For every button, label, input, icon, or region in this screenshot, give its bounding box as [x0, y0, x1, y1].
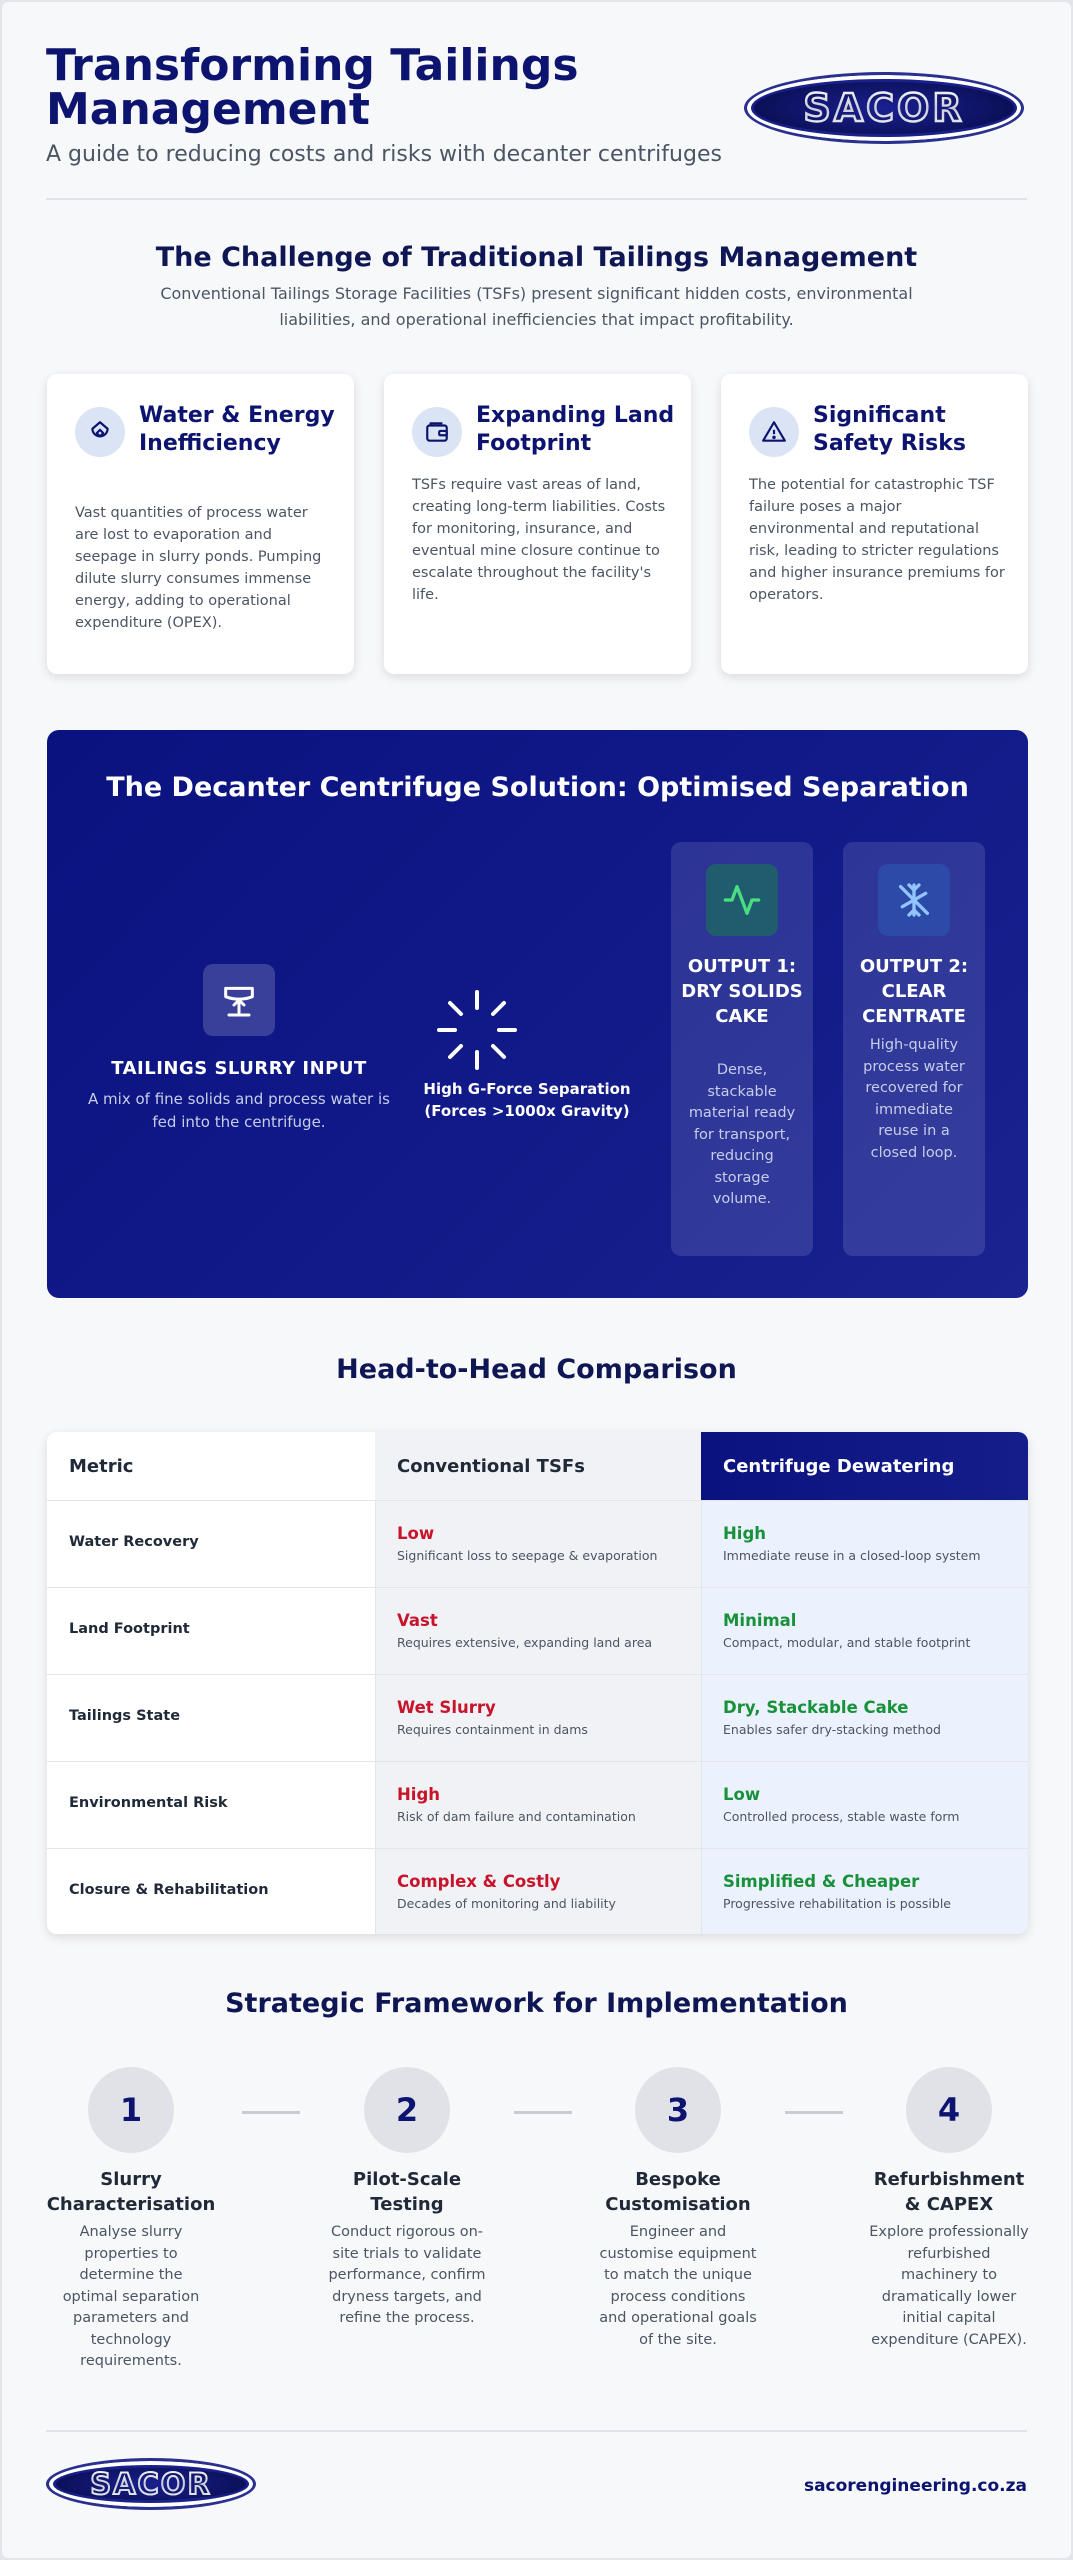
- solution-panel: [47, 730, 1028, 1298]
- challenge-card-water: [47, 374, 354, 674]
- svg-text:SACOR: SACOR: [803, 86, 965, 130]
- slurry-input-icon: [203, 964, 275, 1036]
- snowflake-icon: [878, 864, 950, 936]
- centrifuge-column: [701, 1432, 1028, 1934]
- conventional-value: High: [397, 1785, 441, 1804]
- table-row-metric: Land Footprint: [69, 1621, 190, 1637]
- page-title: Transforming Tailings Management: [46, 40, 579, 135]
- step-number-1: 1: [88, 2067, 174, 2153]
- step-description: Engineer and customise equipment to match the unique process conditions and operational goals of the site.: [599, 2224, 757, 2348]
- loading-spinner-icon: [427, 980, 527, 1080]
- challenge-description: Conventional Tailings Storage Facilities (TSFs) present significant hidden costs, environmental liabilities, and operational inefficiencies that impact profitability.: [160, 284, 913, 329]
- table-row-metric: Water Recovery: [69, 1534, 199, 1550]
- table-row-metric: Environmental Risk: [69, 1795, 228, 1811]
- footer-divider: [46, 2430, 1027, 2432]
- conventional-value: Vast: [397, 1611, 438, 1630]
- sacor-logo: [744, 72, 1024, 144]
- step-title: Refurbishment & CAPEX: [873, 2169, 1025, 2215]
- output-title: OUTPUT 1: DRY SOLIDS CAKE: [681, 956, 803, 1027]
- card-body: The potential for catastrophic TSF failure poses a major environmental and reputational risk, leading to stricter regulations and higher insurance premiums for operators.: [749, 477, 1005, 603]
- card-title: Expanding Land Footprint: [476, 403, 675, 456]
- row-divider: [47, 1674, 1028, 1675]
- centrifuge-value: Low: [723, 1785, 761, 1804]
- comparison-title: Head-to-Head Comparison: [336, 1354, 737, 1385]
- conventional-value: Wet Slurry: [397, 1698, 496, 1717]
- website-link[interactable]: sacorengineering.co.za: [803, 2476, 1027, 2496]
- centrifuge-value: High: [723, 1524, 767, 1543]
- output-title: OUTPUT 2: CLEAR CENTRATE: [859, 956, 969, 1027]
- infographic-page: [2, 2, 1071, 2558]
- warning-icon: [749, 407, 799, 457]
- step-number-3: 3: [635, 2067, 721, 2153]
- centrifuge-value: Minimal: [723, 1611, 797, 1630]
- conventional-note: Requires containment in dams: [397, 1722, 588, 1737]
- conventional-note: Significant loss to seepage & evaporation: [397, 1548, 658, 1563]
- card-body: TSFs require vast areas of land, creating long-term liabilities. Costs for monitoring, insurance, and eventual mine closure continue to escalate throughout the facility's life.: [412, 477, 666, 603]
- step-connector: [514, 2111, 572, 2114]
- separation-label: High G-Force Separation (Forces >1000x Gravity): [423, 1080, 631, 1120]
- comparison-table: [47, 1432, 1028, 1934]
- challenge-card-land: [384, 374, 691, 674]
- centrifuge-note: Immediate reuse in a closed-loop system: [723, 1548, 981, 1563]
- centrifuge-note: Compact, modular, and stable footprint: [723, 1635, 971, 1650]
- centrifuge-note: Controlled process, stable waste form: [723, 1809, 960, 1824]
- step-number-2: 2: [364, 2067, 450, 2153]
- step-number-4: 4: [906, 2067, 992, 2153]
- input-description: A mix of fine solids and process water is fed into the centrifuge.: [88, 1090, 390, 1131]
- output-card-solids: [671, 842, 813, 1256]
- centrifuge-value: Simplified & Cheaper: [723, 1872, 920, 1891]
- step-connector: [242, 2111, 300, 2114]
- table-row-metric: Tailings State: [69, 1708, 181, 1724]
- card-body: Vast quantities of process water are lost to evaporation and seepage in slurry ponds. Pumping dilute slurry consumes immense energy, adding to operational expenditure (OPEX).: [75, 505, 322, 631]
- svg-text:SACOR: SACOR: [90, 2467, 212, 2501]
- activity-pulse-icon: [706, 864, 778, 936]
- output-card-centrate: [843, 842, 985, 1256]
- card-title: Water & Energy Inefficiency: [139, 403, 335, 456]
- table-row-metric: Closure & Rehabilitation: [69, 1882, 269, 1898]
- conventional-note: Risk of dam failure and contamination: [397, 1809, 636, 1824]
- conventional-value: Complex & Costly: [397, 1872, 561, 1891]
- wallet-icon: [412, 407, 462, 457]
- row-divider: [47, 1761, 1028, 1762]
- step-description: Explore professionally refurbished machinery to dramatically lower initial capital expenditure (CAPEX).: [869, 2224, 1029, 2348]
- conventional-note: Decades of monitoring and liability: [397, 1896, 616, 1911]
- step-description: Conduct rigorous on-site trials to validate performance, confirm dryness targets, and refine the process.: [328, 2224, 486, 2326]
- header-metric: Metric: [47, 1432, 375, 1500]
- header-centrifuge: Centrifuge Dewatering: [701, 1432, 1028, 1500]
- header-divider: [46, 198, 1027, 200]
- header-conventional: Conventional TSFs: [375, 1432, 701, 1500]
- centrifuge-value: Dry, Stackable Cake: [723, 1698, 909, 1717]
- card-title: Significant Safety Risks: [813, 403, 967, 456]
- input-title: TAILINGS SLURRY INPUT: [111, 1058, 367, 1079]
- step-connector: [785, 2111, 843, 2114]
- framework-title: Strategic Framework for Implementation: [225, 1988, 848, 2019]
- row-divider: [47, 1587, 1028, 1588]
- centrifuge-note: Progressive rehabilitation is possible: [723, 1896, 951, 1911]
- solution-title: The Decanter Centrifuge Solution: Optimised Separation: [106, 772, 969, 803]
- footer-sacor-logo: [46, 2458, 256, 2510]
- footer-logo-wordmark: [66, 2466, 236, 2502]
- conventional-column: [375, 1432, 701, 1934]
- page-subtitle: A guide to reducing costs and risks with decanter centrifuges: [46, 142, 722, 167]
- output-description: High-quality process water recovered for immediate reuse in a closed loop.: [863, 1037, 965, 1161]
- row-divider: [47, 1848, 1028, 1849]
- challenge-title: The Challenge of Traditional Tailings Management: [155, 242, 918, 273]
- centrifuge-note: Enables safer dry-stacking method: [723, 1722, 941, 1737]
- metric-column: [47, 1432, 375, 1934]
- output-description: Dense, stackable material ready for transport, reducing storage volume.: [688, 1062, 796, 1207]
- step-title: Pilot-Scale Testing: [352, 2169, 462, 2215]
- conventional-note: Requires extensive, expanding land area: [397, 1635, 653, 1650]
- water-drop-icon: [75, 407, 125, 457]
- step-title: Bespoke Customisation: [605, 2169, 751, 2215]
- row-divider: [47, 1500, 1028, 1501]
- step-title: Slurry Characterisation: [46, 2169, 216, 2215]
- conventional-value: Low: [397, 1524, 435, 1543]
- step-description: Analyse slurry properties to determine the optimal separation parameters and technology requirements.: [62, 2224, 200, 2369]
- challenge-card-safety: [721, 374, 1028, 674]
- sacor-logo-wordmark: [774, 85, 994, 131]
